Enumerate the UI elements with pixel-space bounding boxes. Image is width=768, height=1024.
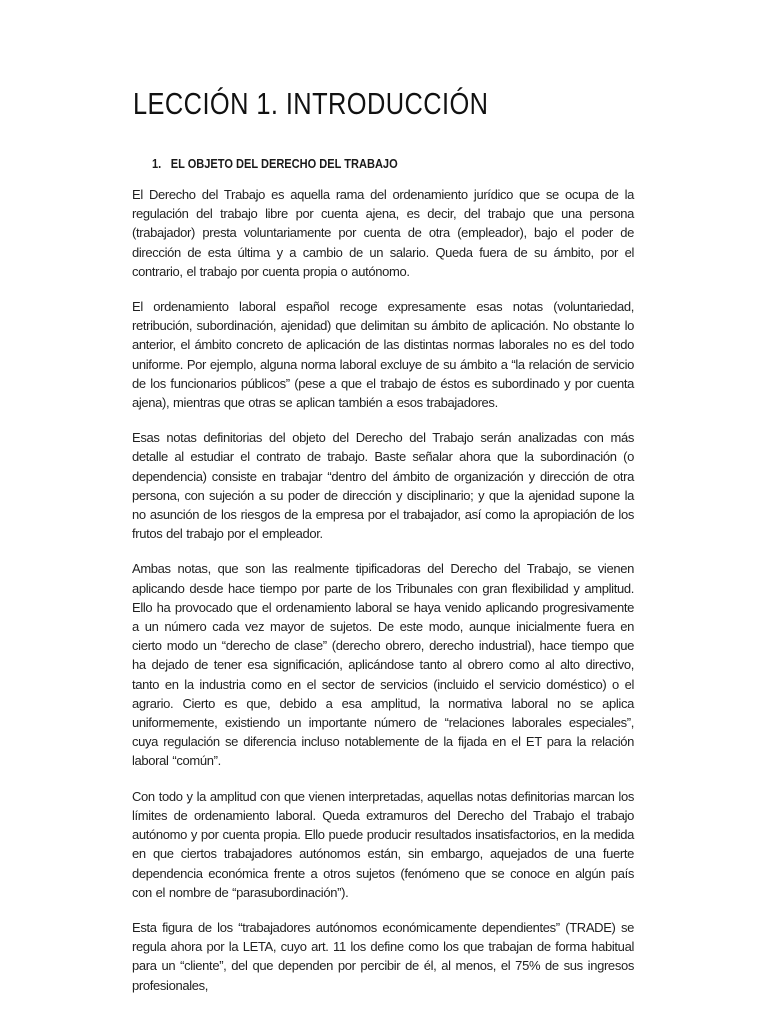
paragraph: Esta figura de los “trabajadores autónomos económicamente dependientes” (TRADE) se regula ahora por la LETA, cuyo art. 11 los define como los que trabajan de forma habitual para un “cliente”, del que dependen por percibir de él, al menos, el 75% de sus ingresos profesionales, — [132, 919, 634, 993]
paragraph: El ordenamiento laboral español recoge expresamente esas notas (voluntariedad, retribución, subordinación, ajenidad) que delimitan su ámbito de aplicación. No obstante lo anterior, el ámbito concreto de aplicación de las distintas normas laborales no es del todo uniforme. Por ejemplo, alguna norma laboral excluye de su ámbito a “la relación de servicio de los funcionarios públicos” (pese a que el trabajo de éstos es subordinado y por cuenta ajena), mientras que otras se aplican también a esos trabajadores. — [132, 299, 634, 411]
section-heading — [152, 155, 398, 173]
paragraph: El Derecho del Trabajo es aquella rama del ordenamiento jurídico que se ocupa de la regulación del trabajo libre por cuenta ajena, es decir, del trabajo que una persona (trabajador) presta voluntariamente por cuenta de otra (empleador), bajo el poder de dirección de esta última y a cambio de un salario. Queda fuera de su ámbito, por el contrario, el trabajo por cuenta propia o autónomo. — [132, 187, 634, 279]
section-number: 1. — [152, 156, 162, 171]
section-heading-text: EL OBJETO DEL DERECHO DEL TRABAJO — [170, 156, 398, 171]
page-title: LECCIÓN 1. INTRODUCCIÓN — [133, 86, 489, 121]
paragraph: Esas notas definitorias del objeto del Derecho del Trabajo serán analizadas con más detalle al estudiar el contrato de trabajo. Baste señalar ahora que la subordinación (o dependencia) consiste en trabajar “dentro del ámbito de organización y dirección de otra persona, con sujeción a su poder de dirección y disciplinario; y que la ajenidad supone la no asunción de los riesgos de la empresa por el trabajador, así como la apropiación de los frutos del trabajo por el empleador. — [132, 430, 634, 542]
document-body — [132, 185, 634, 1011]
paragraph: Con todo y la amplitud con que vienen interpretadas, aquellas notas definitorias marcan los límites de ordenamiento laboral. Queda extramuros del Derecho del Trabajo el trabajo autónomo y por cuenta propia. Ello puede producir resultados insatisfactorios, en la medida en que ciertos trabajadores autónomos están, sin embargo, aquejados de una fuerte dependencia económica frente a otros sujetos (fenómeno que se conoce en algún país con el nombre de “parasubordinación”). — [132, 788, 634, 900]
paragraph: Ambas notas, que son las realmente tipificadoras del Derecho del Trabajo, se vienen aplicando desde hace tiempo por parte de los Tribunales con gran flexibilidad y amplitud. Ello ha provocado que el ordenamiento laboral se haya venido aplicando progresivamente a un número cada vez mayor de sujetos. De este modo, aunque inicialmente fuera en cierto modo un “derecho de clase” (derecho obrero, derecho industrial), hace tiempo que ha dejado de tener esa significación, aplicándose tanto al obrero como al alto directivo, tanto en la industria como en el sector de servicios (incluido el servicio doméstico) o el agrario. Cierto es que, debido a esa amplitud, la normativa laboral no se aplica uniformemente, existiendo un importante número de “relaciones laborales especiales”, cuya regulación se diferencia incluso notablemente de la fijada en el ET para la relación laboral “común”. — [132, 561, 634, 769]
